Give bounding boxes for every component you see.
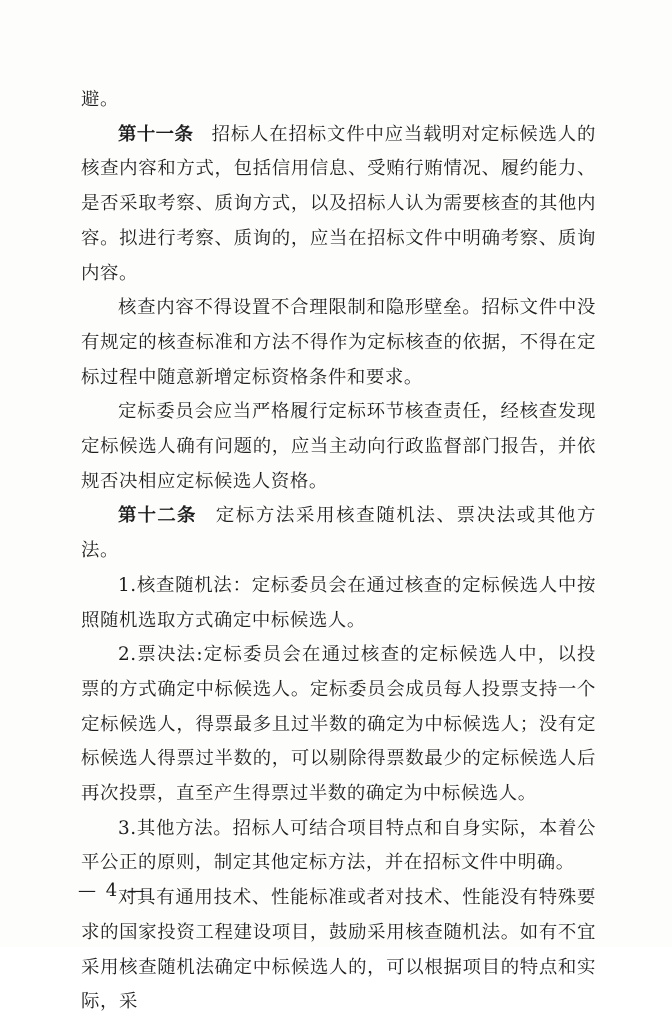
paragraph-3 xyxy=(81,291,596,395)
paragraph-9-text: 对具有通用技术、性能标准或者对技术、性能没有特殊要求的国家投资工程建设项目，鼓励采用核查随机法。如有不宜采用核查随机法确定中标候选人的，可以根据项目的特点和实际，采 xyxy=(81,887,596,1013)
method-3-text: 3.其他方法。招标人可结合项目特点和自身实际，本着公平公正的原则，制定其他定标方法，并在招标文件中明确。 xyxy=(81,817,596,874)
method-1-paragraph xyxy=(81,569,596,638)
document-body xyxy=(81,83,596,1020)
article-12-text: 定标方法采用核查随机法、票决法或其他方法。 xyxy=(81,505,596,562)
page-number: — 4 — xyxy=(78,880,147,901)
paragraph-1 xyxy=(81,83,596,118)
article-11-heading: 第十一条 xyxy=(118,123,194,145)
method-3-paragraph xyxy=(81,812,596,881)
paragraph-1-text: 避。 xyxy=(81,89,119,110)
paragraph-4-text: 定标委员会应当严格履行定标环节核查责任，经核查发现定标候选人确有问题的，应当主动向行政监督部门报告，并依规否决相应定标候选人资格。 xyxy=(81,401,596,492)
method-2-text: 2.票决法:定标委员会在通过核查的定标候选人中，以投票的方式确定中标候选人。定标委员会成员每人投票支持一个定标候选人，得票最多且过半数的确定为中标候选人；没有定标候选人得票过半数的，可以剔除得票数最少的定标候选人后再次投票，直至产生得票过半数的确定为中标候选人。 xyxy=(81,644,596,805)
article-12-paragraph xyxy=(81,499,596,568)
paragraph-3-text: 核查内容不得设置不合理限制和隐形壁垒。招标文件中没有规定的核查标准和方法不得作为定标核查的依据，不得在定标过程中随意新增定标资格条件和要求。 xyxy=(81,297,596,388)
article-11-paragraph xyxy=(81,118,596,292)
method-2-paragraph xyxy=(81,638,596,812)
article-11-text: 招标人在招标文件中应当载明对定标候选人的核查内容和方式，包括信用信息、受贿行贿情况、履约能力、是否采取考察、质询方式，以及招标人认为需要核查的其他内容。拟进行考察、质询的，应当在招标文件中明确考察、质询内容。 xyxy=(81,123,596,284)
paragraph-4 xyxy=(81,395,596,499)
method-1-text: 1.核查随机法：定标委员会在通过核查的定标候选人中按照随机选取方式确定中标候选人。 xyxy=(81,574,596,631)
paragraph-9 xyxy=(81,881,596,1020)
article-12-heading: 第十二条 xyxy=(118,505,197,527)
